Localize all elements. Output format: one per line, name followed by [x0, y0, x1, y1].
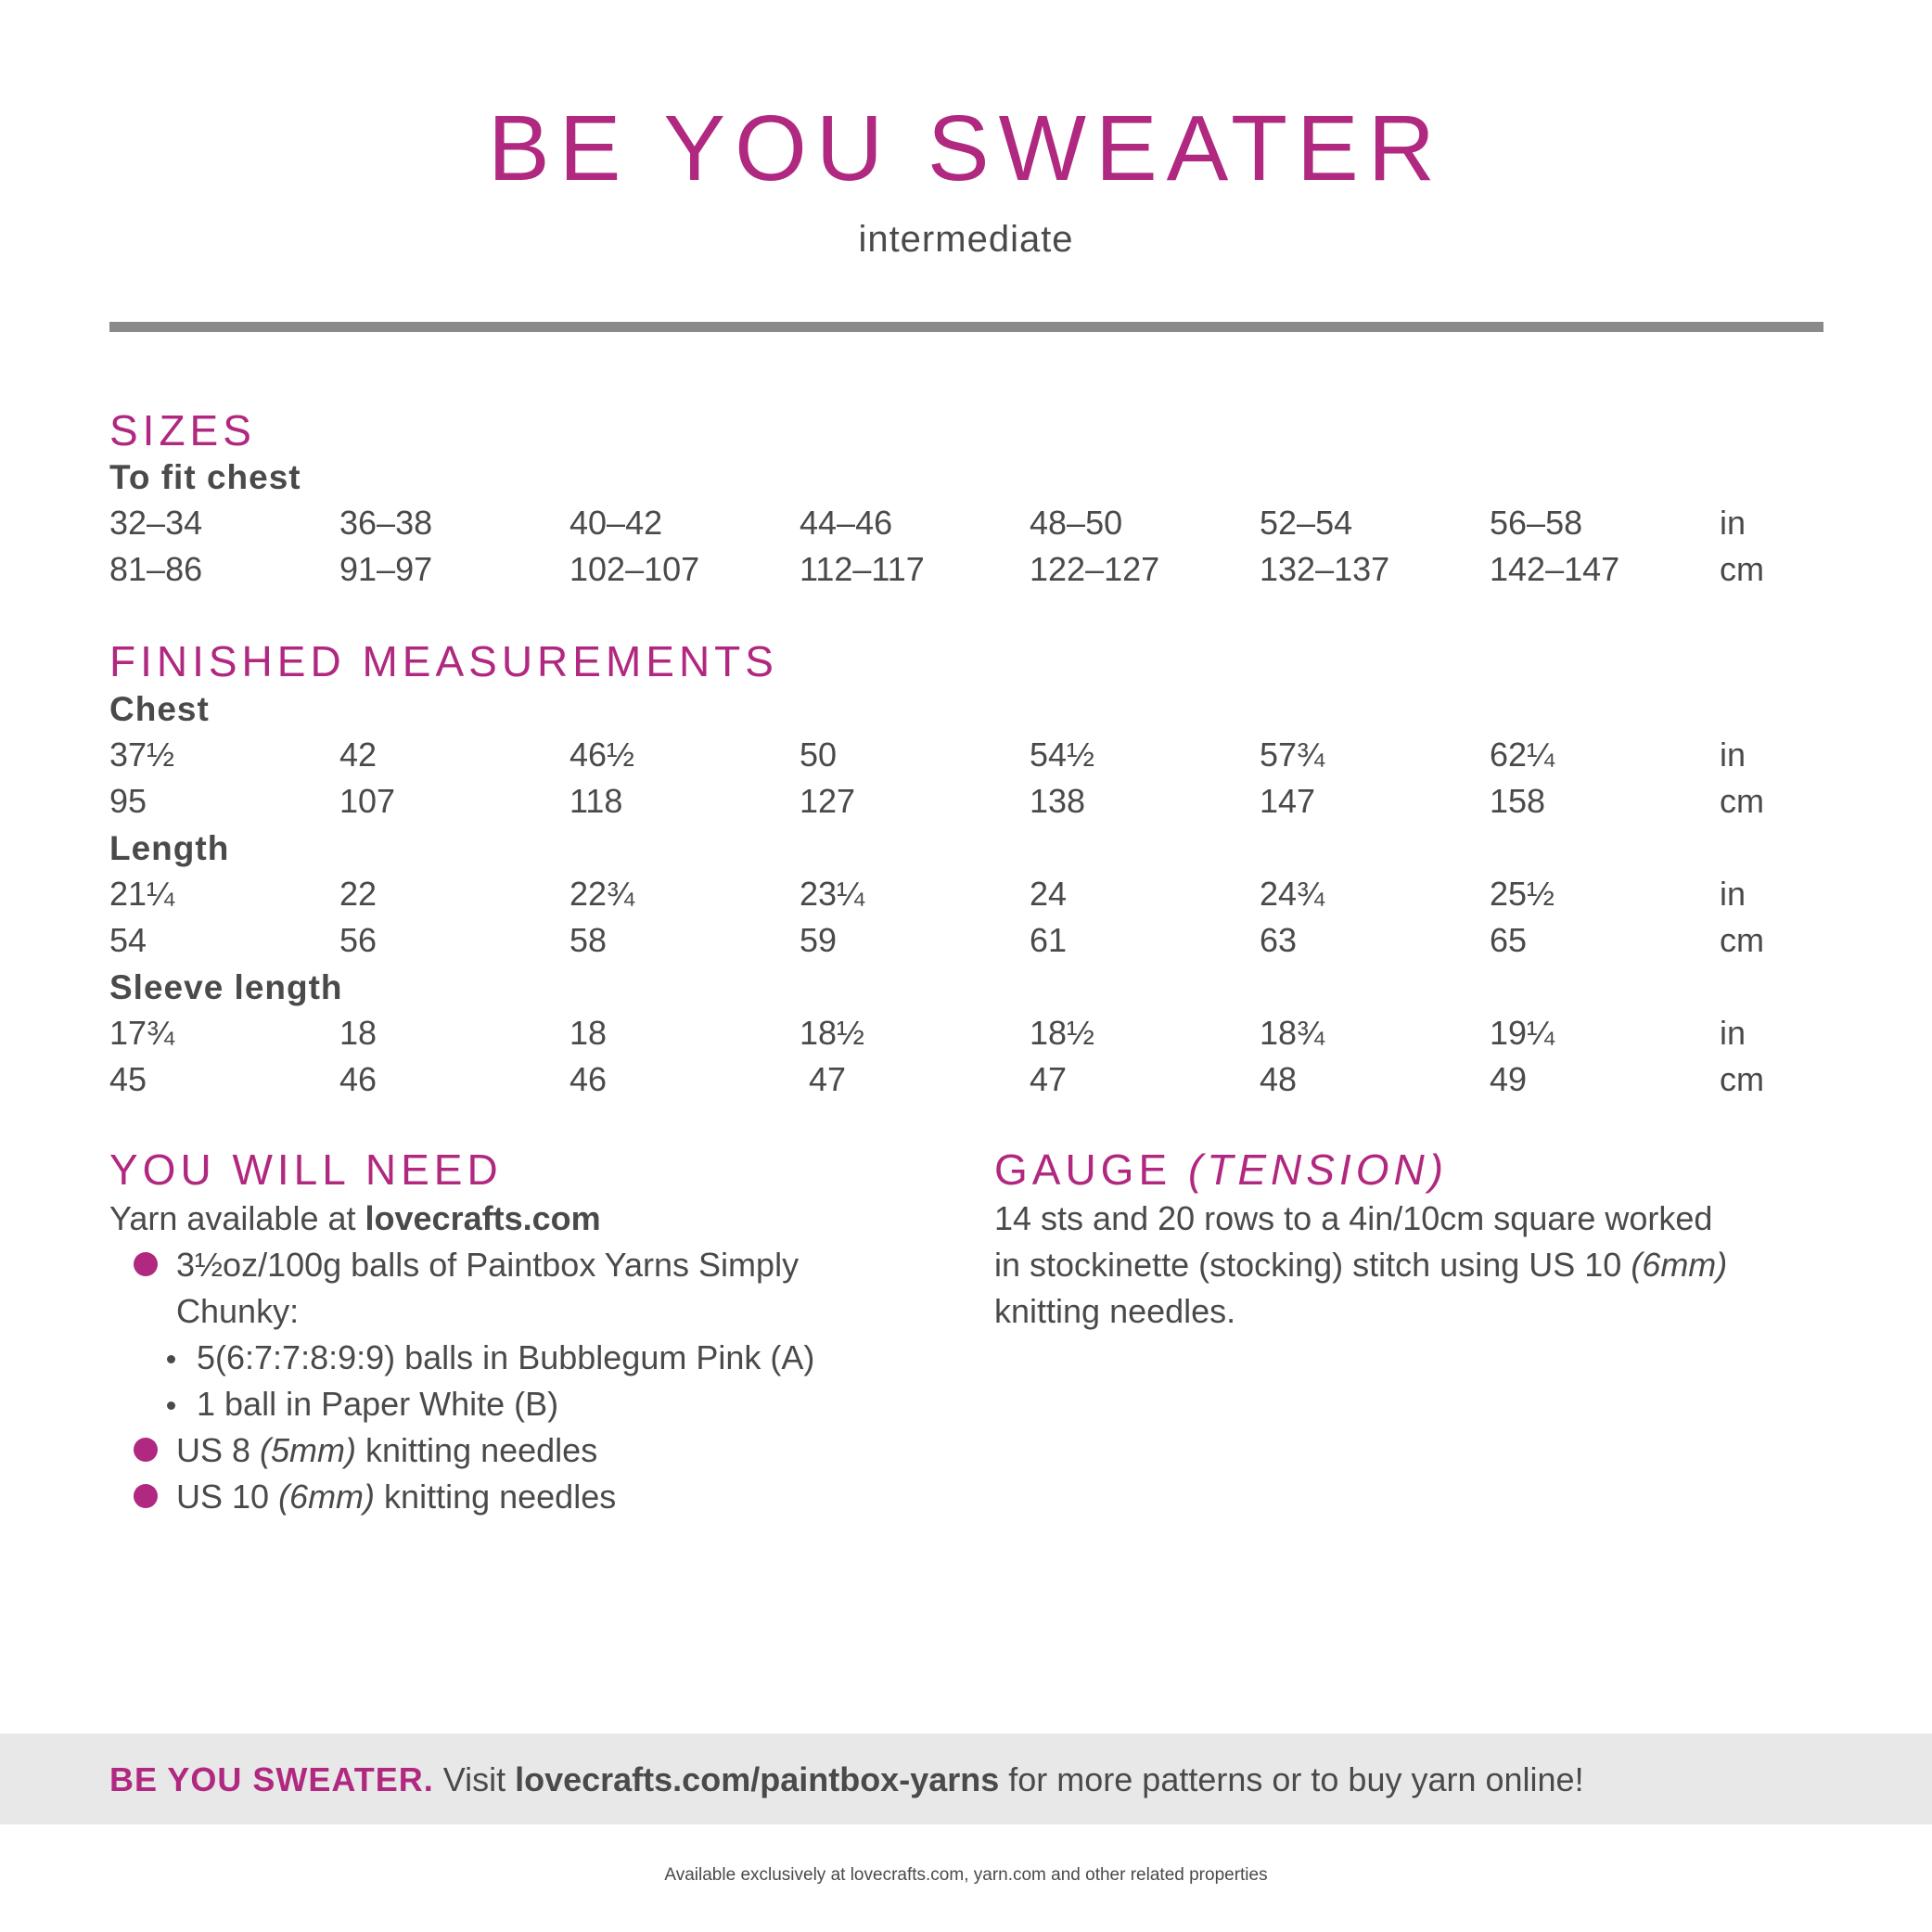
gauge-line-2-text: in stockinette (stocking) stitch using US 10: [994, 1246, 1631, 1284]
gauge-line-2-metric: (6mm): [1631, 1246, 1728, 1284]
table-cell: 18: [339, 1014, 377, 1052]
footer-promo: [109, 1760, 1584, 1798]
sub-bullet-icon: [167, 1401, 175, 1410]
to-fit-chest-cm-row: [0, 550, 1932, 594]
unit-label: cm: [1720, 921, 1764, 959]
to-fit-chest-label: To fit chest: [109, 458, 301, 496]
table-cell: 49: [1490, 1060, 1528, 1098]
yarn-color-a: 5(6:7:7:8:9:9) balls in Bubblegum Pink (A): [197, 1338, 815, 1376]
table-cell: 50: [800, 736, 838, 774]
sizes-heading: SIZES: [109, 406, 256, 454]
length-label: Length: [109, 829, 230, 867]
table-cell: 56–58: [1490, 504, 1583, 542]
table-cell: 23¼: [800, 875, 865, 913]
table-cell: 17¾: [109, 1014, 175, 1052]
table-cell: 47: [809, 1060, 847, 1098]
table-cell: 91–97: [339, 550, 433, 588]
table-cell: 81–86: [109, 550, 203, 588]
table-cell: 147: [1260, 782, 1316, 820]
table-cell: 47: [1030, 1060, 1068, 1098]
yarn-color-b: 1 ball in Paper White (B): [197, 1385, 559, 1423]
bullet-icon: [134, 1438, 158, 1462]
needle-size: US 10: [176, 1478, 279, 1516]
footer-brand: BE YOU SWEATER.: [109, 1760, 434, 1798]
needle-desc: knitting needles: [356, 1431, 598, 1469]
table-cell: 48: [1260, 1060, 1298, 1098]
gauge-line-2: [994, 1248, 1727, 1282]
table-cell: 48–50: [1030, 504, 1123, 542]
to-fit-chest-in-row: [0, 506, 1932, 547]
unit-label: in: [1720, 1014, 1746, 1052]
table-cell: 63: [1260, 921, 1298, 959]
table-cell: 18½: [800, 1014, 865, 1052]
unit-label: cm: [1720, 782, 1764, 820]
yarn-intro-text: Yarn available at: [109, 1199, 365, 1237]
table-cell: 158: [1490, 782, 1546, 820]
table-cell: 54½: [1030, 736, 1095, 774]
table-cell: 46: [339, 1060, 377, 1098]
table-cell: 40–42: [569, 504, 663, 542]
table-cell: 37½: [109, 736, 175, 774]
table-cell: 65: [1490, 921, 1528, 959]
skill-level: intermediate: [858, 219, 1074, 260]
table-cell: 62¼: [1490, 736, 1555, 774]
chest-cm-row: [0, 782, 1932, 825]
table-cell: 18¾: [1260, 1014, 1325, 1052]
length-cm-row: [0, 921, 1932, 965]
needles-us8: [176, 1431, 598, 1469]
finished-measurements-heading: FINISHED MEASUREMENTS: [109, 637, 778, 685]
length-in-row: [0, 877, 1932, 918]
table-cell: 57¾: [1260, 736, 1325, 774]
table-cell: 138: [1030, 782, 1086, 820]
table-cell: 118: [569, 782, 623, 820]
gauge-heading: [994, 1145, 1449, 1194]
table-cell: 32–34: [109, 504, 203, 542]
gauge-heading-italic: (TENSION): [1187, 1145, 1449, 1194]
unit-label: cm: [1720, 550, 1764, 588]
table-cell: 45: [109, 1060, 147, 1098]
table-cell: 54: [109, 921, 147, 959]
gauge-heading-main: GAUGE: [994, 1145, 1188, 1194]
table-cell: 44–46: [800, 504, 893, 542]
table-cell: 95: [109, 782, 147, 820]
unit-label: in: [1720, 736, 1746, 774]
pattern-title: BE YOU SWEATER: [488, 96, 1444, 200]
table-cell: 102–107: [569, 550, 700, 588]
yarn-intro: [109, 1199, 601, 1237]
table-cell: 25½: [1490, 875, 1555, 913]
yarn-item-line1: 3½oz/100g balls of Paintbox Yarns Simply: [176, 1246, 800, 1284]
bullet-icon: [134, 1252, 158, 1276]
table-cell: 59: [800, 921, 838, 959]
table-cell: 21¼: [109, 875, 175, 913]
sleeve-in-row: [0, 1014, 1932, 1057]
table-cell: 22¾: [569, 875, 635, 913]
needle-metric: (5mm): [260, 1431, 357, 1469]
table-cell: 56: [339, 921, 377, 959]
yarn-item-line2: Chunky:: [176, 1292, 300, 1330]
table-cell: 19¼: [1490, 1014, 1555, 1052]
table-cell: 18½: [1030, 1014, 1095, 1052]
needle-desc: knitting needles: [375, 1478, 617, 1516]
table-cell: 132–137: [1260, 550, 1390, 588]
bullet-icon: [134, 1484, 158, 1508]
unit-label: cm: [1720, 1060, 1764, 1098]
divider-rule: [109, 322, 1823, 332]
sleeve-length-label: Sleeve length: [109, 968, 343, 1006]
chest-in-row: [0, 738, 1932, 779]
sub-bullet-icon: [167, 1355, 175, 1363]
table-cell: 24¾: [1260, 875, 1325, 913]
sleeve-cm-row: [0, 1060, 1932, 1104]
table-cell: 22: [339, 875, 377, 913]
table-cell: 46½: [569, 736, 635, 774]
table-cell: 42: [339, 736, 377, 774]
table-cell: 46: [569, 1060, 608, 1098]
table-cell: 142–147: [1490, 550, 1620, 588]
needles-us10: [176, 1480, 616, 1514]
needle-metric: (6mm): [278, 1478, 376, 1516]
table-cell: 61: [1030, 921, 1068, 959]
lovecrafts-link[interactable]: lovecrafts.com: [365, 1199, 601, 1237]
table-cell: 122–127: [1030, 550, 1160, 588]
table-cell: 18: [569, 1014, 608, 1052]
table-cell: 127: [800, 782, 856, 820]
paintbox-yarns-link[interactable]: lovecrafts.com/paintbox-yarns: [515, 1760, 1000, 1798]
table-cell: 112–117: [800, 550, 925, 588]
legal-notice: Available exclusively at lovecrafts.com, yarn.com and other related properties: [664, 1865, 1268, 1885]
needle-size: US 8: [176, 1431, 261, 1469]
unit-label: in: [1720, 504, 1746, 542]
footer-visit: Visit: [433, 1760, 516, 1798]
table-cell: 107: [339, 782, 396, 820]
unit-label: in: [1720, 875, 1746, 913]
table-cell: 58: [569, 921, 608, 959]
chest-label: Chest: [109, 690, 210, 728]
table-cell: 52–54: [1260, 504, 1353, 542]
gauge-line-3: knitting needles.: [994, 1292, 1236, 1330]
footer-rest: for more patterns or to buy yarn online!: [999, 1760, 1584, 1798]
you-will-need-heading: YOU WILL NEED: [109, 1145, 503, 1194]
table-cell: 24: [1030, 875, 1068, 913]
table-cell: 36–38: [339, 504, 433, 542]
gauge-line-1: 14 sts and 20 rows to a 4in/10cm square worked: [994, 1199, 1713, 1237]
